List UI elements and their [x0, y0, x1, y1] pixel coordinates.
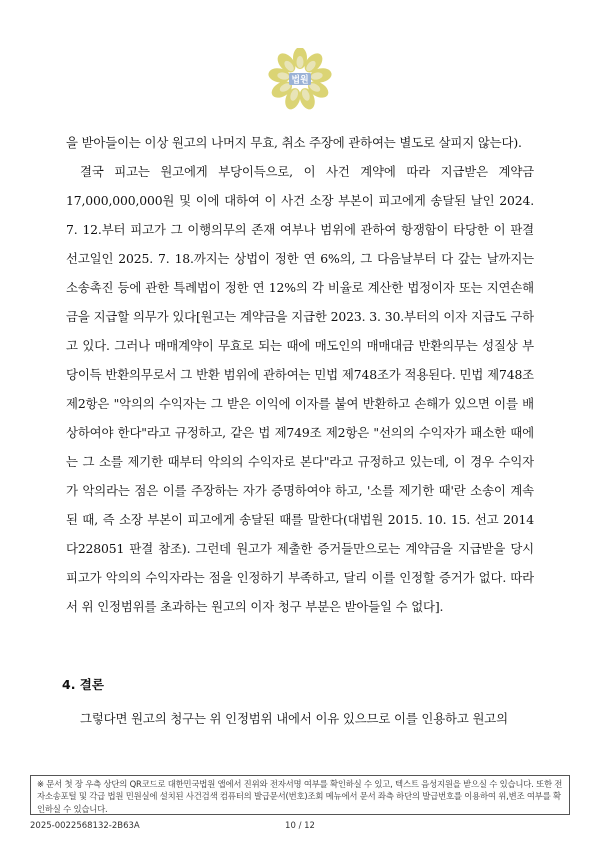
emblem-label: 법원: [291, 75, 309, 86]
paragraph-unjust-enrichment: 결국 피고는 원고에게 부당이득으로, 이 사건 계약에 따라 지급받은 계약금 17,000,000,000원 및 이에 대하여 이 사건 소장 부본이 피고에게 송달된 날인 2024. 7. 12.부터 피고가 그 이행의무의 존재 여부나 범위에 관하여 항쟁함이 타당한 이 판결 선고일인 2025. 7. 18.까지는 상법이 정한 연 6%의, 그 다음날부터 다 갚는 날까지는 소송촉진 등에 관한 특례법이 정한 연 12%의 각 비율로 계산한 법정이자 또는 지연손해금을 지급할 의무가 있다[원고는 계약금을 지급한 2023. 3. 30.부터의 이자 지급도 구하고 있다. 그러나 매매계약이 무효로 되는 때에 매도인의 매매대금 반환의무는 성질상 부당이득 반환의무로서 그 반환 범위에 관하여는 민법 제748조가 적용된다. 민법 제748조 제2항은 "악의의 수익자는 그 받은 이익에 이자를 붙여 반환하고 손해가 있으면 이를 배상하여야 한다"라고 규정하고, 같은 법 제749조 제2항은 "선의의 수익자가 패소한 때에는 그 소를 제기한 때부터 악의의 수익자로 본다"라고 규정하고 있는데, 이 경우 수익자가 악의라는 점은 이를 주장하는 자가 증명하여야 하고, '소를 제기한 때'란 소송이 계속된 때, 즉 소장 부본이 피고에게 송달된 때를 말한다(대법원 2015. 10. 15. 선고 2014다228051 판결 참조). 그런데 원고가 제출한 증거들만으로는 계약금을 지급받을 당시 피고가 악의의 수익자라는 점을 인정하기 부족하고, 달리 이를 인정할 증거가 없다. 따라서 위 인정범위를 초과하는 원고의 이자 청구 부분은 받아들일 수 없다].: [66, 164, 534, 614]
page-number: 10 / 12: [285, 821, 315, 831]
issuance-number: 2025-0022568132-2B63A: [30, 821, 140, 831]
section-heading-conclusion: 4. 결론: [62, 677, 104, 692]
verification-notice-box: ※ 문서 첫 장 우측 상단의 QR코드로 대한민국법원 앱에서 진위와 전자서명 여부를 확인하실 수 있고, 텍스트 음성지원을 받으실 수 있습니다. 또한 전자소송포털 및 각급 법원 민원실에 설치된 사건검색 컴퓨터의 발급문서(번호)조회 메뉴에서 문서 좌측 하단의 발급번호를 이용하여 위,변조 여부를 확인하실 수 있습니다.: [30, 775, 570, 815]
court-emblem-icon: [264, 48, 336, 110]
paragraph-continuation: 을 받아들이는 이상 원고의 나머지 무효, 취소 주장에 관하여는 별도로 살피지 않는다).: [66, 135, 522, 150]
conclusion-paragraph: 그렇다면 원고의 청구는 위 인정범위 내에서 이유 있으므로 이를 인용하고 원고의: [80, 711, 508, 726]
judgment-body: [66, 128, 534, 621]
